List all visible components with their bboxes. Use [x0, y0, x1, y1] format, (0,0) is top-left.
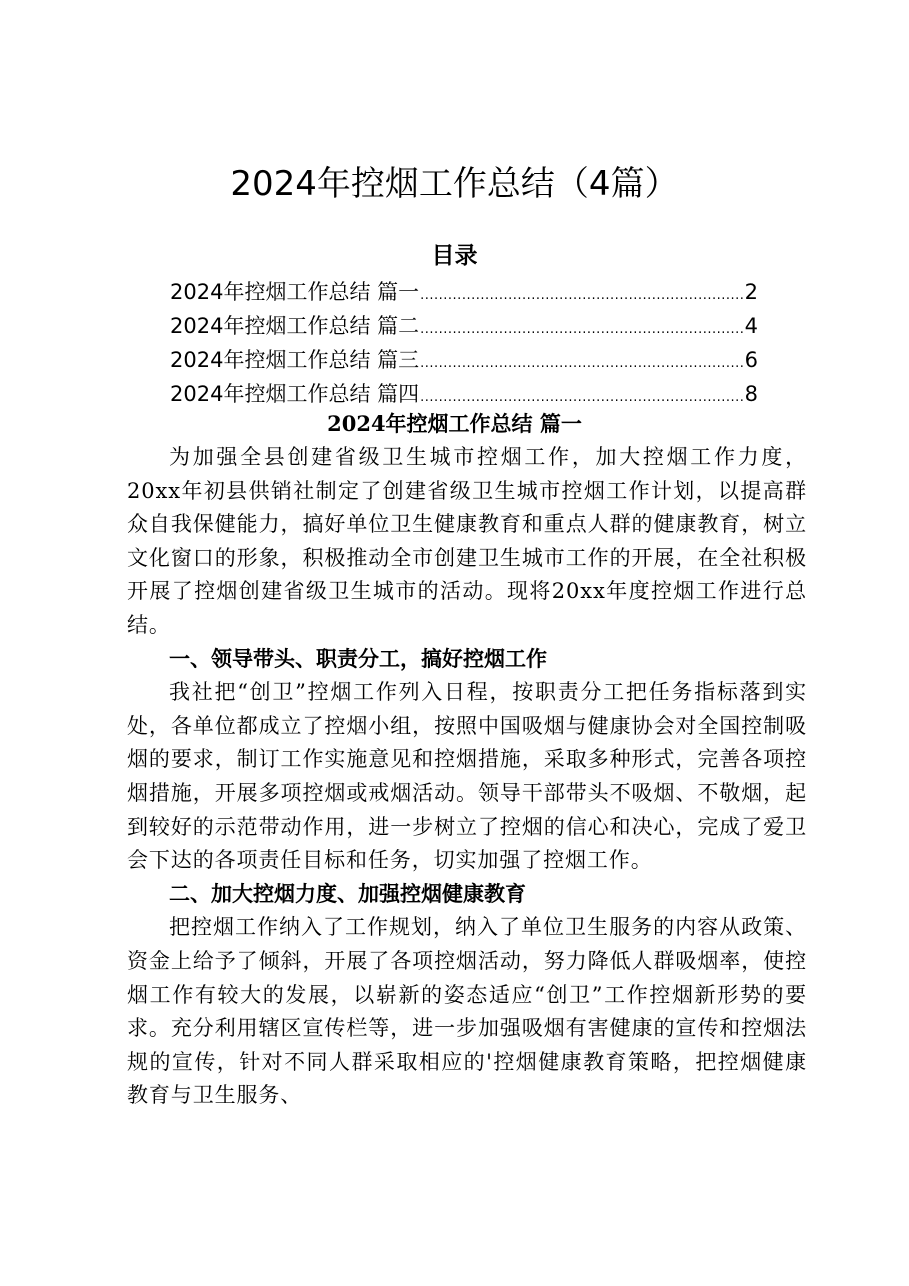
toc-entry-page: 4	[744, 314, 758, 338]
table-of-contents	[170, 275, 758, 411]
toc-entry-page: 8	[744, 382, 758, 406]
toc-entry-4[interactable]	[170, 377, 758, 411]
document-title: 2024年控烟工作总结（4篇）	[230, 164, 679, 204]
toc-entry-2[interactable]	[170, 309, 758, 343]
subheading-1: 一、领导带头、职责分工，搞好控烟工作	[169, 646, 547, 671]
toc-dot-leader	[420, 347, 744, 381]
toc-entry-label: 2024年控烟工作总结 篇二	[170, 314, 420, 338]
toc-entry-page: 2	[744, 280, 758, 304]
subheading-2: 二、加大控烟力度、加强控烟健康教育	[169, 881, 526, 906]
toc-entry-label: 2024年控烟工作总结 篇一	[170, 280, 420, 304]
paragraph-1: 我社把“创卫”控烟工作列入日程，按职责分工把任务指标落到实处，各单位都成立了控烟小组，按照中国吸烟与健康协会对全国控制吸烟的要求，制订工作实施意见和控烟措施，采取多种形式，完善各项控烟措施，开展多项控烟或戒烟活动。领导干部带头不吸烟、不敬烟，起到较好的示范带动作用，进一步树立了控烟的信心和决心，完成了爱卫会下达的各项责任目标和任务，切实加强了控烟工作。	[127, 680, 807, 873]
toc-entry-label: 2024年控烟工作总结 篇三	[170, 348, 420, 372]
toc-dot-leader	[420, 313, 744, 347]
toc-entry-page: 6	[744, 348, 758, 372]
paragraph-2: 把控烟工作纳入了工作规划，纳入了单位卫生服务的内容从政策、资金上给予了倾斜，开展了各项控烟活动，努力降低人群吸烟率，使控烟工作有较大的发展，以崭新的姿态适应“创卫”工作控烟新形势的要求。充分利用辖区宣传栏等，进一步加强吸烟有害健康的宣传和控烟法规的宣传，针对不同人群采取相应的'控烟健康教育策略，把控烟健康教育与卫生服务、	[127, 915, 807, 1108]
section-body	[127, 441, 807, 1113]
toc-heading: 目录	[431, 242, 478, 269]
section-title: 2024年控烟工作总结 篇一	[327, 411, 582, 436]
toc-entry-label: 2024年控烟工作总结 篇四	[170, 382, 420, 406]
intro-paragraph: 为加强全县创建省级卫生城市控烟工作，加大控烟工作力度，20xx年初县供销社制定了创建省级卫生城市控烟工作计划，以提高群众自我保健能力，搞好单位卫生健康教育和重点人群的健康教育，树立文化窗口的形象，积极推动全市创建卫生城市工作的开展，在全社积极开展了控烟创建省级卫生城市的活动。现将20xx年度控烟工作进行总结。	[127, 445, 807, 637]
toc-entry-3[interactable]	[170, 343, 758, 377]
toc-entry-1[interactable]	[170, 275, 758, 309]
toc-dot-leader	[420, 279, 744, 313]
